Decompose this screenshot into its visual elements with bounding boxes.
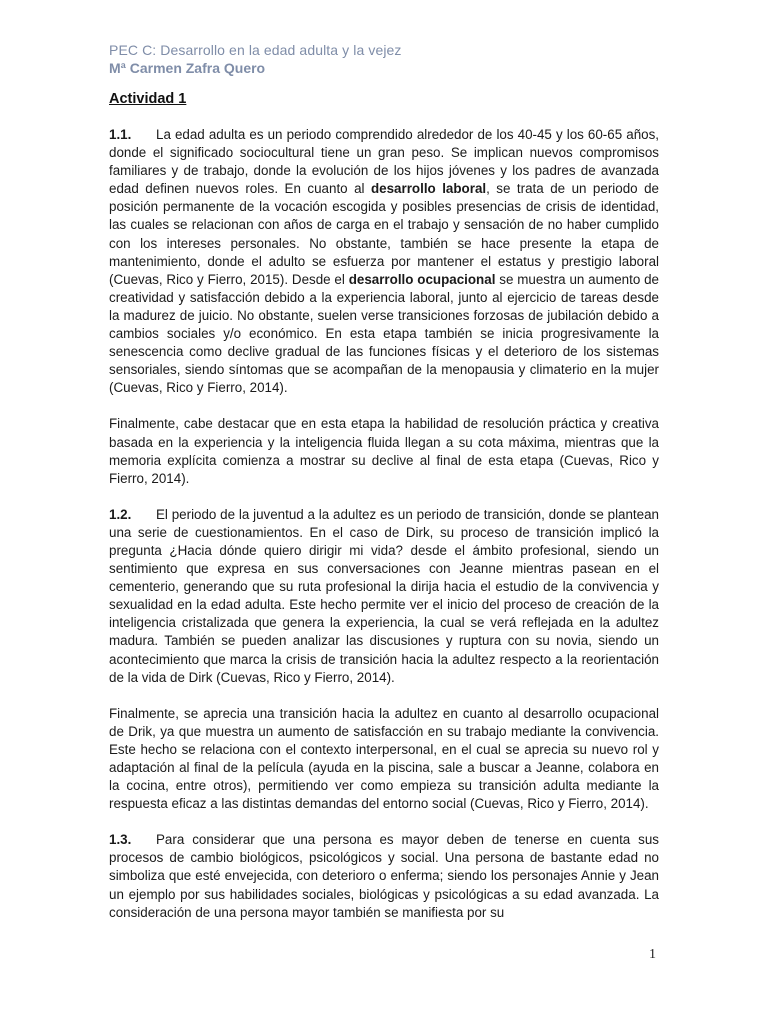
activity-title: Actividad 1 <box>109 91 187 107</box>
page-number: 1 <box>649 947 656 962</box>
section-number: 1.3. <box>109 832 132 848</box>
author-name: Mª Carmen Zafra Quero <box>109 60 266 76</box>
paragraph-text: , se trata de un periodo de posición permanente de la vocación escogida y posibles presencias de crisis de identidad, las cuales se relacionan con años de carga en el trabajo y sensación de no haber cumplido con los intereses personales. No obstante, también se hace presente la etapa de mantenimiento, donde el adulto se esfuerza por mantener el estatus y prestigio laboral (Cuevas, Rico y Fierro, 2015). Desde el <box>109 181 659 287</box>
paragraph-text: se muestra un aumento de creatividad y satisfacción debido a la experiencia laboral, junto al ejercicio de tareas desde la madurez de juicio. No obstante, suelen verse transiciones forzosas de jubilación debido a cambios sociales y/o económico. En esta etapa también se inicia progresivamente la senescencia como declive gradual de las funciones físicas y el deterioro de los sistemas sensoriales, siendo síntomas que se acompañan de la menopausia y climaterio en la mujer (Cuevas, Rico y Fierro, 2014). <box>109 271 660 396</box>
paragraph-text: La edad adulta es un periodo comprendido alrededor de los 40-45 y los 60-65 años, donde el significado sociocultural tiene un gran peso. Se implican nuevos compromisos familiares y de trabajo, donde la evolución de los hijos jóvenes y los padres de avanzada edad definen nuevos roles. En cuanto al <box>109 127 659 197</box>
section-number: 1.1. <box>109 127 132 142</box>
section-number: 1.2. <box>109 506 132 522</box>
bold-term: desarrollo ocupacional <box>348 271 496 287</box>
section-1-2-paragraph-1 <box>109 506 659 687</box>
paragraph-text: El periodo de la juventud a la adultez es un periodo de transición, donde se plantean una serie de cuestionamientos. En el caso de Dirk, su proceso de transición implicó la pregunta ¿Hacia dónde quiero dirigir mi vida? desde el ámbito profesional, siendo un sentimiento que expresa en sus conversaciones con Jeanne mientras pasean en el cementerio, generando que su ruta profesional la dirija hacia el estudio de la convivencia y sexualidad en la edad adulta. Este hecho permite ver el inicio del proceso de creación de la inteligencia cristalizada que genera la experiencia, la cual se verá reflejada en la adultez madura. También se pueden analizar las discusiones y ruptura con su novia, siendo un acontecimiento que marca la crisis de transición hacia la adultez respecto a la reorientación de la vida de Dirk (Cuevas, Rico y Fierro, 2014). <box>109 506 659 685</box>
section-1-2-paragraph-2: Finalmente, se aprecia una transición hacia la adultez en cuanto al desarrollo ocupacional de Drik, ya que muestra un aumento de satisfacción en su trabajo mediante la convivencia. Este hecho se relaciona con el contexto interpersonal, en el cual se aprecia su nuevo rol y adaptación al final de la película (ayuda en la piscina, sale a buscar a Jeanne, colabora en la cocina, entre otros), permitiendo ver como empieza su transición adulta mediante la respuesta eficaz a las distintas demandas del entorno social (Cuevas, Rico y Fierro, 2014). <box>109 705 659 812</box>
paragraph-text: Para considerar que una persona es mayor deben de tenerse en cuenta sus procesos de cambio biológicos, psicológicos y social. Una persona de bastante edad no simboliza que esté envejecida, con deterioro o enferma; siendo los personajes Annie y Jean un ejemplo por sus habilidades sociales, biológicas y psicológicas a su edad avanzada. La consideración de una persona mayor también se manifiesta por su <box>109 832 659 920</box>
section-1-1-paragraph-2: Finalmente, cabe destacar que en esta etapa la habilidad de resolución práctica y creativa basada en la experiencia y la inteligencia fluida llegan a su cota máxima, mientras que la memoria explícita comienza a mostrar su declive al final de esta etapa (Cuevas, Rico y Fierro, 2014). <box>109 416 659 486</box>
section-1-1-paragraph-1 <box>109 126 659 397</box>
bold-term: desarrollo laboral <box>370 181 487 197</box>
page-header <box>109 42 669 77</box>
section-1-3-paragraph-1 <box>109 831 659 921</box>
course-title: PEC C: Desarrollo en la edad adulta y la vejez <box>109 42 402 58</box>
document-body <box>109 126 659 940</box>
